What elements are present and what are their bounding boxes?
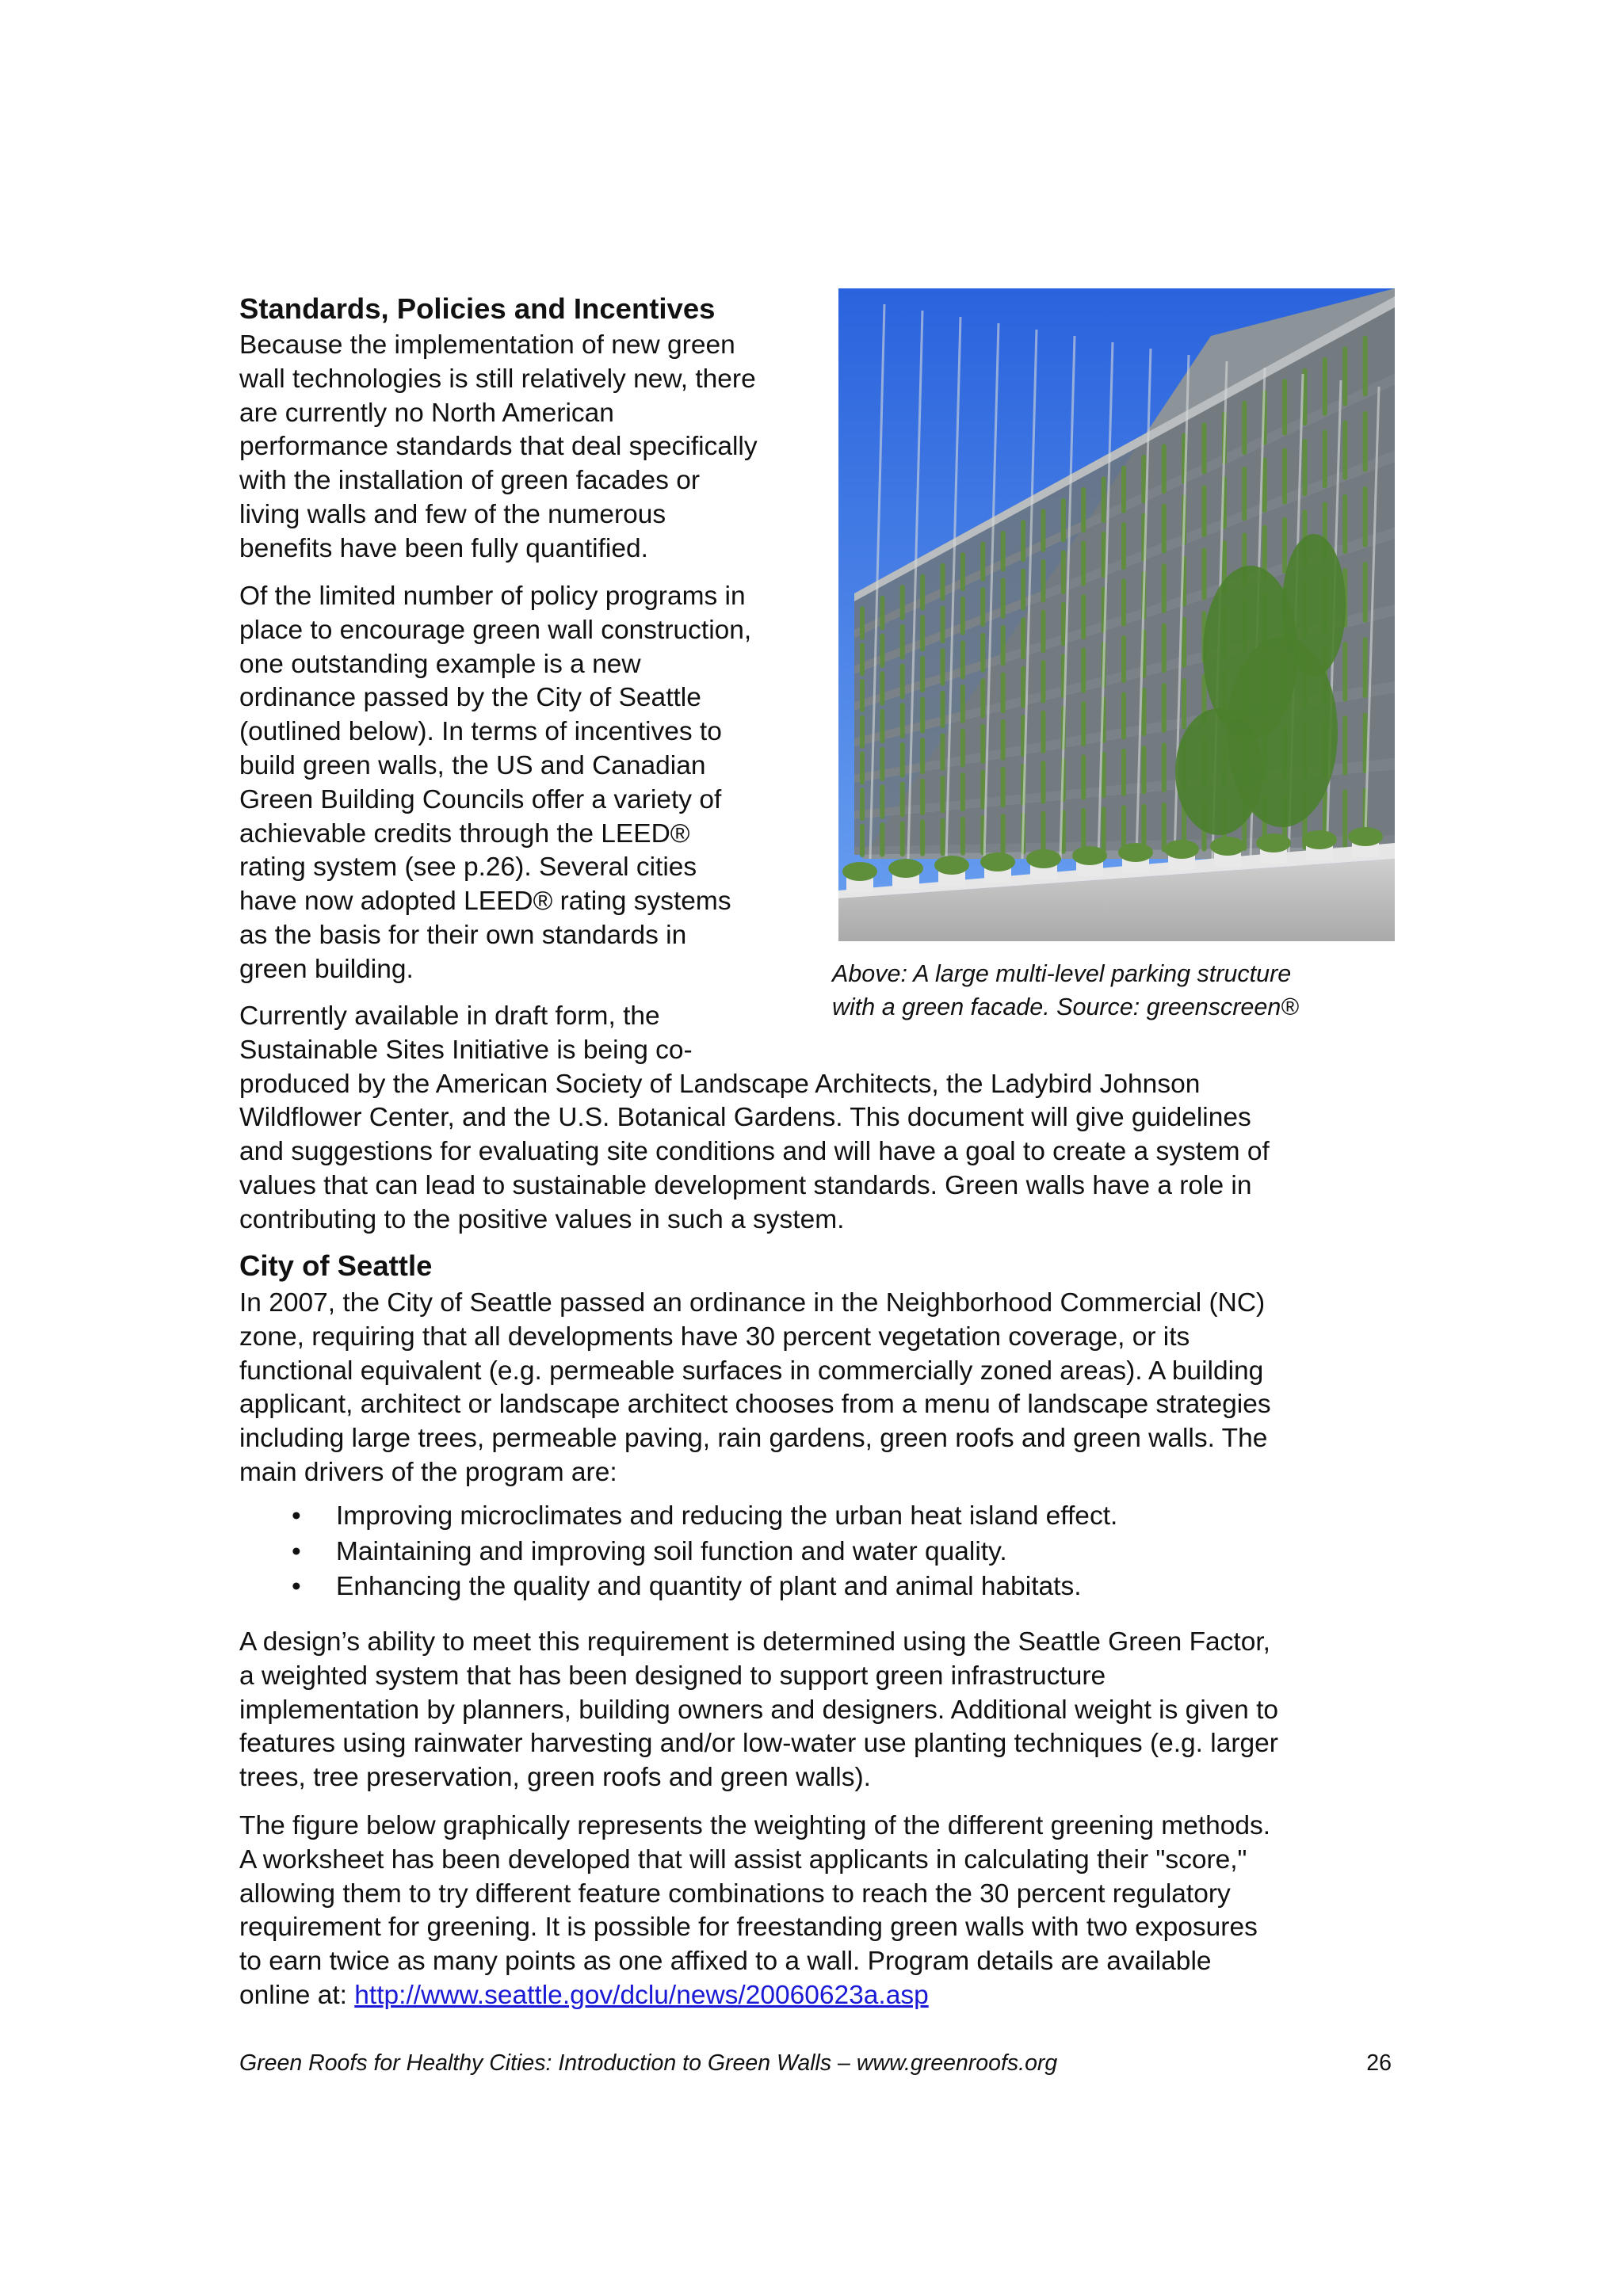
tree-canopy <box>1175 708 1262 835</box>
planter-shrub <box>842 862 877 881</box>
text-line: place to encourage green wall construction, <box>239 615 752 645</box>
program-drivers-list <box>239 1499 1117 1605</box>
bullet-marker: • <box>292 1572 301 1601</box>
text-line-with-link <box>239 1979 1270 2013</box>
text-line: applicant, architect or landscape architect chooses from a menu of landscape strategies <box>239 1390 1271 1420</box>
list-item <box>239 1569 1117 1605</box>
text-line: benefits have been fully quantified. <box>239 533 648 563</box>
text-line: Currently available in draft form, the <box>239 1001 660 1031</box>
text-line: (outlined below). In terms of incentives to <box>239 717 722 747</box>
text-line: as the basis for their own standards in <box>239 920 687 950</box>
tree-canopy <box>1282 534 1346 677</box>
text-line: rating system (see p.26). Several cities <box>239 852 697 883</box>
program-details-link[interactable]: http://www.seattle.gov/dclu/news/20060623a.asp <box>354 1980 929 2010</box>
caption-line: with a green facade. Source: greenscreen® <box>832 994 1299 1020</box>
list-item-text: Enhancing the quality and quantity of plant and animal habitats. <box>336 1572 1082 1601</box>
planter-shrub <box>1302 830 1337 849</box>
text-line: functional equivalent (e.g. permeable surfaces in commercially zoned areas). A building <box>239 1356 1264 1386</box>
paragraph-policy-programs <box>239 580 751 987</box>
list-item-text: Improving microclimates and reducing the urban heat island effect. <box>336 1501 1118 1531</box>
paragraph-green-factor <box>239 1626 1278 1795</box>
paragraph-standards-intro <box>239 329 758 566</box>
text-line: features using rainwater harvesting and/or low-water use planting techniques (e.g. larger <box>239 1729 1278 1759</box>
text-line: A design’s ability to meet this requirement is determined using the Seattle Green Factor, <box>239 1627 1270 1657</box>
text-line: to earn twice as many points as one affixed to a wall. Program details are available <box>239 1947 1212 1977</box>
footer-text: Green Roofs for Healthy Cities: Introduction to Green Walls – www.greenroofs.org <box>239 2050 1058 2076</box>
paragraph-sustainable-sites <box>239 1000 1270 1238</box>
text-line: produced by the American Society of Landscape Architects, the Ladybird Johnson <box>239 1069 1201 1099</box>
list-item <box>239 1499 1117 1535</box>
list-item <box>239 1535 1117 1570</box>
planter-shrub <box>1118 843 1153 862</box>
section-heading-seattle: City of Seattle <box>239 1249 433 1282</box>
bullet-marker: • <box>292 1501 301 1531</box>
planter-shrub <box>1164 840 1199 859</box>
text-line: requirement for greening. It is possible for freestanding green walls with two exposures <box>239 1913 1258 1943</box>
page-number: 26 <box>1366 2050 1392 2076</box>
paragraph-worksheet <box>239 1810 1270 2013</box>
text-line: achievable credits through the LEED® <box>239 818 690 849</box>
planter-shrub <box>1210 837 1245 856</box>
text-line: one outstanding example is a new <box>239 649 641 679</box>
text-line: contributing to the positive values in such a system. <box>239 1204 845 1234</box>
text-line: performance standards that deal specifically <box>239 432 758 462</box>
section-heading-standards: Standards, Policies and Incentives <box>239 292 716 325</box>
planter-shrub <box>1072 846 1107 865</box>
list-item-text: Maintaining and improving soil function and water quality. <box>336 1536 1007 1566</box>
text-line: values that can lead to sustainable development standards. Green walls have a role in <box>239 1170 1252 1200</box>
text-line: Of the limited number of policy programs in <box>239 582 746 611</box>
text-line: a weighted system that has been designed to support green infrastructure <box>239 1661 1106 1691</box>
bullet-marker: • <box>292 1536 301 1566</box>
caption-line: Above: A large multi-level parking structure <box>832 960 1292 987</box>
text-line: and suggestions for evaluating site conditions and will have a goal to create a system of <box>239 1137 1270 1167</box>
text-line: Because the implementation of new green <box>239 330 735 360</box>
link-prefix-text: online at: <box>239 1980 355 2010</box>
text-line: In 2007, the City of Seattle passed an ordinance in the Neighborhood Commercial (NC) <box>239 1288 1266 1318</box>
text-line: Green Building Councils offer a variety of <box>239 784 722 814</box>
text-line: Wildflower Center, and the U.S. Botanical Gardens. This document will give guidelines <box>239 1103 1251 1133</box>
text-line: including large trees, permeable paving, rain gardens, green roofs and green walls. The <box>239 1424 1268 1454</box>
text-line: main drivers of the program are: <box>239 1457 617 1487</box>
planter-shrub <box>1026 849 1061 868</box>
text-line: ordinance passed by the City of Seattle <box>239 683 701 713</box>
text-line: A worksheet has been developed that will assist applicants in calculating their "score," <box>239 1844 1247 1875</box>
paragraph-seattle-ordinance <box>239 1287 1271 1490</box>
planter-shrub <box>1348 827 1383 846</box>
text-line: wall technologies is still relatively new, there <box>239 364 756 394</box>
text-line: are currently no North American <box>239 398 614 428</box>
figure-caption <box>832 957 1299 1024</box>
text-line: implementation by planners, building owners and designers. Additional weight is given to <box>239 1695 1279 1725</box>
planter-shrub <box>934 856 969 875</box>
text-line: with the installation of green facades or <box>239 466 701 496</box>
parking-structure-photo <box>838 288 1395 941</box>
text-line: build green walls, the US and Canadian <box>239 750 706 780</box>
text-line: have now adopted LEED® rating systems <box>239 887 731 917</box>
text-line: living walls and few of the numerous <box>239 499 666 529</box>
text-line: allowing them to try different feature combinations to reach the 30 percent regulatory <box>239 1878 1231 1909</box>
text-line: trees, tree preservation, green roofs and green walls). <box>239 1763 871 1793</box>
planter-shrub <box>1256 833 1291 852</box>
text-line: zone, requiring that all developments have 30 percent vegetation coverage, or its <box>239 1322 1190 1352</box>
text-line: The figure below graphically represents the weighting of the different greening methods. <box>239 1811 1271 1840</box>
planter-shrub <box>888 859 923 878</box>
text-line: green building. <box>239 954 414 984</box>
text-line: Sustainable Sites Initiative is being co- <box>239 1035 693 1065</box>
planter-shrub <box>980 852 1015 871</box>
